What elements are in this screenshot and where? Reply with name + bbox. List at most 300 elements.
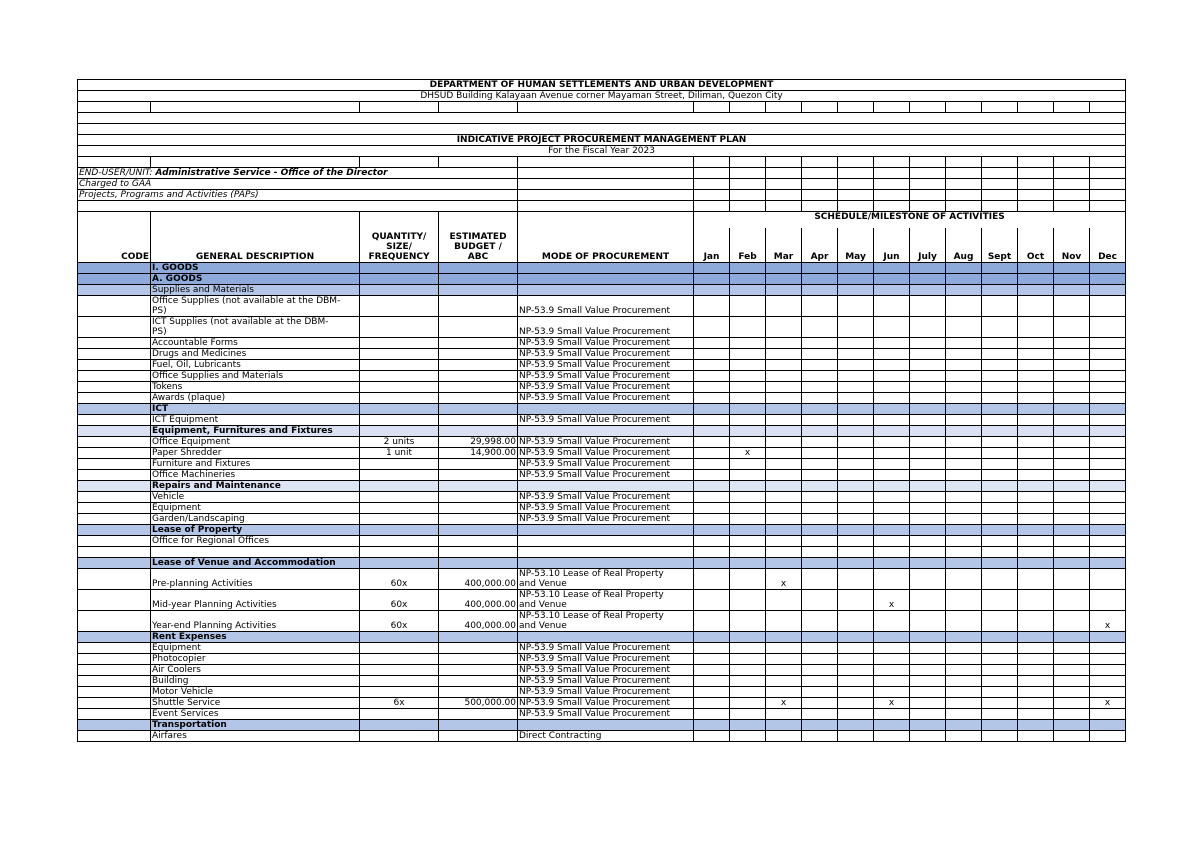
schedule-mark xyxy=(838,643,874,654)
empty-cell xyxy=(360,632,439,643)
schedule-mark xyxy=(802,611,838,632)
schedule-mark xyxy=(1054,317,1090,338)
schedule-mark xyxy=(1090,665,1126,676)
item-description: Garden/Landscaping xyxy=(151,514,360,525)
empty-cell xyxy=(518,632,694,643)
code-cell xyxy=(78,676,151,687)
item-quantity xyxy=(360,676,439,687)
table-row xyxy=(78,371,1126,382)
schedule-mark xyxy=(766,349,802,360)
schedule-mark xyxy=(838,514,874,525)
schedule-mark xyxy=(946,569,982,590)
schedule-mark xyxy=(730,371,766,382)
empty-cell xyxy=(766,558,802,569)
item-budget xyxy=(439,514,518,525)
item-description: Furniture and Fixtures xyxy=(151,459,360,470)
item-mode: NP-53.9 Small Value Procurement xyxy=(518,698,694,709)
schedule-mark xyxy=(694,470,730,481)
schedule-mark xyxy=(946,371,982,382)
code-cell xyxy=(78,590,151,611)
schedule-mark xyxy=(802,415,838,426)
code-cell xyxy=(78,611,151,632)
empty-cell xyxy=(946,274,982,285)
schedule-mark xyxy=(982,448,1018,459)
schedule-mark xyxy=(874,437,910,448)
item-budget xyxy=(439,393,518,404)
schedule-mark xyxy=(1090,503,1126,514)
agency-address: DHSUD Building Kalayaan Avenue corner Mayaman Street, Diliman, Quezon City xyxy=(78,91,1126,102)
empty-cell xyxy=(802,525,838,536)
item-quantity xyxy=(360,709,439,720)
table-row xyxy=(78,731,1126,742)
schedule-mark xyxy=(838,709,874,720)
item-quantity xyxy=(360,665,439,676)
schedule-mark xyxy=(766,492,802,503)
empty-cell xyxy=(838,404,874,415)
schedule-mark xyxy=(1054,654,1090,665)
schedule-mark xyxy=(910,349,946,360)
schedule-mark xyxy=(982,296,1018,317)
schedule-mark xyxy=(946,611,982,632)
code-cell xyxy=(78,632,151,643)
empty-cell xyxy=(766,426,802,437)
schedule-mark xyxy=(802,371,838,382)
col-quantity-l1: QUANTITY/ xyxy=(371,232,427,242)
schedule-mark xyxy=(1054,393,1090,404)
procurement-plan-table xyxy=(77,79,1126,742)
item-description: Year-end Planning Activities xyxy=(151,611,360,632)
schedule-mark xyxy=(838,492,874,503)
schedule-mark xyxy=(802,514,838,525)
item-quantity xyxy=(360,687,439,698)
schedule-mark xyxy=(802,448,838,459)
empty-cell xyxy=(982,285,1018,296)
schedule-mark xyxy=(1018,459,1054,470)
item-budget xyxy=(439,349,518,360)
item-mode: NP-53.9 Small Value Procurement xyxy=(518,514,694,525)
schedule-mark xyxy=(982,437,1018,448)
empty-cell xyxy=(518,274,694,285)
item-quantity: 2 units xyxy=(360,437,439,448)
empty-cell xyxy=(1090,274,1126,285)
schedule-mark xyxy=(730,709,766,720)
schedule-mark xyxy=(874,687,910,698)
code-cell xyxy=(78,274,151,285)
item-description: Photocopier xyxy=(151,654,360,665)
schedule-mark xyxy=(1018,676,1054,687)
empty-cell xyxy=(802,285,838,296)
schedule-mark xyxy=(730,296,766,317)
schedule-mark xyxy=(730,437,766,448)
schedule-mark xyxy=(766,643,802,654)
empty-cell xyxy=(982,274,1018,285)
table-row xyxy=(78,415,1126,426)
schedule-mark xyxy=(874,654,910,665)
schedule-mark xyxy=(694,611,730,632)
item-budget: 29,998.00 xyxy=(439,437,518,448)
empty-cell xyxy=(982,632,1018,643)
section-title: Rent Expenses xyxy=(151,632,360,643)
item-description: ICT Equipment xyxy=(151,415,360,426)
item-budget xyxy=(439,687,518,698)
col-month-may: May xyxy=(838,228,874,263)
schedule-mark xyxy=(694,317,730,338)
empty-cell xyxy=(518,525,694,536)
empty-cell xyxy=(694,525,730,536)
schedule-mark xyxy=(1090,371,1126,382)
empty-cell xyxy=(694,263,730,274)
schedule-mark xyxy=(838,448,874,459)
schedule-mark xyxy=(694,643,730,654)
empty-cell xyxy=(1090,525,1126,536)
schedule-mark xyxy=(1054,360,1090,371)
empty-cell xyxy=(910,274,946,285)
schedule-mark xyxy=(766,459,802,470)
empty-cell xyxy=(874,720,910,731)
item-description: Vehicle xyxy=(151,492,360,503)
schedule-mark xyxy=(1018,665,1054,676)
schedule-mark xyxy=(766,590,802,611)
schedule-mark xyxy=(1090,731,1126,742)
item-mode-line: and Venue xyxy=(519,579,567,589)
schedule-mark xyxy=(766,731,802,742)
col-budget-l2: BUDGET / xyxy=(454,242,502,252)
item-description: Paper Shredder xyxy=(151,448,360,459)
empty-cell xyxy=(982,558,1018,569)
item-budget xyxy=(439,547,518,558)
schedule-mark xyxy=(874,611,910,632)
end-user-value: Administrative Service - Office of the Director xyxy=(155,168,388,178)
table-row xyxy=(78,709,1126,720)
table-row xyxy=(78,698,1126,709)
item-mode: Direct Contracting xyxy=(518,731,694,742)
empty-cell xyxy=(1090,285,1126,296)
empty-cell xyxy=(766,285,802,296)
schedule-mark xyxy=(1018,590,1054,611)
item-mode: NP-53.9 Small Value Procurement xyxy=(518,415,694,426)
schedule-mark xyxy=(694,590,730,611)
schedule-mark xyxy=(838,665,874,676)
schedule-mark xyxy=(730,514,766,525)
empty-cell xyxy=(1018,481,1054,492)
schedule-mark xyxy=(982,415,1018,426)
schedule-mark xyxy=(766,296,802,317)
empty-cell xyxy=(838,426,874,437)
item-mode-line: NP-53.10 Lease of Real Property xyxy=(519,611,664,621)
schedule-mark xyxy=(838,503,874,514)
item-description: Awards (plaque) xyxy=(151,393,360,404)
item-description: Pre-planning Activities xyxy=(151,569,360,590)
empty-cell xyxy=(439,274,518,285)
code-cell xyxy=(78,459,151,470)
schedule-mark xyxy=(1090,448,1126,459)
schedule-mark: x xyxy=(730,448,766,459)
schedule-mark xyxy=(730,503,766,514)
schedule-mark xyxy=(946,415,982,426)
empty-cell xyxy=(982,426,1018,437)
col-month-july: July xyxy=(910,228,946,263)
item-mode: NP-53.9 Small Value Procurement xyxy=(518,437,694,448)
item-mode-line: and Venue xyxy=(519,600,567,610)
item-budget xyxy=(439,731,518,742)
schedule-mark xyxy=(766,676,802,687)
schedule-mark xyxy=(874,296,910,317)
schedule-mark xyxy=(1018,296,1054,317)
item-description: Mid-year Planning Activities xyxy=(151,590,360,611)
schedule-mark xyxy=(1090,360,1126,371)
empty-cell xyxy=(360,263,439,274)
schedule-mark xyxy=(838,393,874,404)
code-cell xyxy=(78,698,151,709)
empty-cell xyxy=(802,720,838,731)
schedule-mark xyxy=(766,371,802,382)
item-mode-line: NP-53.10 Lease of Real Property xyxy=(519,569,664,579)
empty-cell xyxy=(518,481,694,492)
item-budget xyxy=(439,492,518,503)
item-quantity: 6x xyxy=(360,698,439,709)
table-row xyxy=(78,470,1126,481)
item-mode-line: NP-53.10 Lease of Real Property xyxy=(519,590,664,600)
item-description xyxy=(151,296,360,317)
section-row xyxy=(78,285,1126,296)
code-cell xyxy=(78,437,151,448)
schedule-mark xyxy=(838,382,874,393)
schedule-mark xyxy=(982,569,1018,590)
schedule-mark xyxy=(874,415,910,426)
empty-cell xyxy=(874,481,910,492)
schedule-mark xyxy=(1018,317,1054,338)
empty-cell xyxy=(874,263,910,274)
empty-cell xyxy=(1054,525,1090,536)
schedule-mark: x xyxy=(1090,698,1126,709)
item-quantity xyxy=(360,360,439,371)
schedule-mark xyxy=(1054,731,1090,742)
empty-cell xyxy=(518,404,694,415)
schedule-mark xyxy=(1090,536,1126,547)
empty-cell xyxy=(1054,404,1090,415)
schedule-mark xyxy=(730,665,766,676)
schedule-mark xyxy=(730,360,766,371)
empty-cell xyxy=(946,404,982,415)
empty-cell xyxy=(946,481,982,492)
col-description: GENERAL DESCRIPTION xyxy=(151,212,360,263)
schedule-mark xyxy=(802,569,838,590)
schedule-mark xyxy=(694,437,730,448)
schedule-mark xyxy=(946,317,982,338)
item-quantity xyxy=(360,338,439,349)
table-row xyxy=(78,536,1126,547)
schedule-mark xyxy=(1090,547,1126,558)
schedule-mark xyxy=(802,470,838,481)
schedule-mark xyxy=(874,643,910,654)
empty-cell xyxy=(1018,274,1054,285)
schedule-mark xyxy=(730,611,766,632)
item-quantity xyxy=(360,643,439,654)
code-cell xyxy=(78,426,151,437)
empty-cell xyxy=(1018,558,1054,569)
empty-cell xyxy=(360,285,439,296)
schedule-mark xyxy=(802,698,838,709)
schedule-mark xyxy=(838,654,874,665)
schedule-mark xyxy=(982,492,1018,503)
schedule-mark xyxy=(874,569,910,590)
empty-cell xyxy=(874,285,910,296)
schedule-mark xyxy=(730,687,766,698)
item-description xyxy=(151,317,360,338)
item-budget xyxy=(439,654,518,665)
empty-cell xyxy=(982,263,1018,274)
item-quantity xyxy=(360,393,439,404)
schedule-mark xyxy=(766,470,802,481)
schedule-mark xyxy=(730,654,766,665)
schedule-mark xyxy=(874,731,910,742)
schedule-mark xyxy=(946,654,982,665)
item-mode: NP-53.9 Small Value Procurement xyxy=(518,687,694,698)
table-row xyxy=(78,393,1126,404)
schedule-mark xyxy=(910,643,946,654)
empty-cell xyxy=(694,720,730,731)
item-description: Air Coolers xyxy=(151,665,360,676)
schedule-mark xyxy=(982,687,1018,698)
schedule-mark xyxy=(1018,470,1054,481)
schedule-mark xyxy=(694,676,730,687)
schedule-mark xyxy=(766,393,802,404)
item-mode: NP-53.9 Small Value Procurement xyxy=(518,371,694,382)
table-row xyxy=(78,317,1126,338)
schedule-mark xyxy=(910,459,946,470)
section-row xyxy=(78,632,1126,643)
schedule-mark xyxy=(694,382,730,393)
empty-cell xyxy=(874,558,910,569)
schedule-mark xyxy=(1018,415,1054,426)
schedule-mark xyxy=(946,676,982,687)
empty-cell xyxy=(838,720,874,731)
code-cell xyxy=(78,665,151,676)
schedule-mark xyxy=(874,382,910,393)
plan-title: INDICATIVE PROJECT PROCUREMENT MANAGEMENT PLAN xyxy=(78,135,1126,146)
schedule-mark xyxy=(910,360,946,371)
empty-cell xyxy=(518,285,694,296)
empty-cell xyxy=(874,404,910,415)
item-quantity xyxy=(360,415,439,426)
table-row xyxy=(78,349,1126,360)
empty-cell xyxy=(694,285,730,296)
charged-to: Charged to GAA xyxy=(78,179,518,190)
empty-cell xyxy=(730,426,766,437)
schedule-mark xyxy=(802,393,838,404)
empty-cell xyxy=(946,525,982,536)
schedule-mark xyxy=(874,317,910,338)
schedule-mark xyxy=(874,393,910,404)
code-cell xyxy=(78,503,151,514)
item-mode xyxy=(518,611,694,632)
schedule-mark xyxy=(1054,547,1090,558)
empty-cell xyxy=(838,558,874,569)
empty-cell xyxy=(439,720,518,731)
item-budget xyxy=(439,371,518,382)
schedule-mark xyxy=(694,536,730,547)
empty-cell xyxy=(802,481,838,492)
schedule-mark xyxy=(1018,547,1054,558)
schedule-mark xyxy=(766,415,802,426)
section-row xyxy=(78,404,1126,415)
code-cell xyxy=(78,382,151,393)
code-cell xyxy=(78,643,151,654)
schedule-mark: x xyxy=(766,698,802,709)
empty-cell xyxy=(518,263,694,274)
empty-cell xyxy=(360,525,439,536)
schedule-mark xyxy=(910,569,946,590)
table-row xyxy=(78,437,1126,448)
empty-cell xyxy=(1090,263,1126,274)
schedule-mark xyxy=(730,415,766,426)
code-cell xyxy=(78,404,151,415)
code-cell xyxy=(78,514,151,525)
schedule-mark xyxy=(694,503,730,514)
item-description: Drugs and Medicines xyxy=(151,349,360,360)
code-cell xyxy=(78,296,151,317)
item-description: Shuttle Service xyxy=(151,698,360,709)
spacer-row xyxy=(78,124,1126,135)
item-budget xyxy=(439,415,518,426)
empty-cell xyxy=(982,404,1018,415)
schedule-mark xyxy=(802,590,838,611)
schedule-mark xyxy=(1054,338,1090,349)
schedule-mark xyxy=(730,470,766,481)
section-title: Repairs and Maintenance xyxy=(151,481,360,492)
schedule-mark xyxy=(694,296,730,317)
col-budget-l3: ABC xyxy=(467,252,489,262)
schedule-mark xyxy=(1018,687,1054,698)
col-month-dec: Dec xyxy=(1090,228,1126,263)
section-row xyxy=(78,426,1126,437)
schedule-mark xyxy=(838,371,874,382)
schedule-mark xyxy=(1018,503,1054,514)
schedule-mark xyxy=(802,731,838,742)
code-cell xyxy=(78,481,151,492)
item-description: Equipment xyxy=(151,643,360,654)
schedule-mark xyxy=(1090,590,1126,611)
item-description-line: ICT Supplies (not available at the DBM- xyxy=(152,317,329,327)
schedule-mark: x xyxy=(874,698,910,709)
schedule-mark xyxy=(730,349,766,360)
schedule-mark xyxy=(946,547,982,558)
schedule-mark xyxy=(838,338,874,349)
item-budget: 14,900.00 xyxy=(439,448,518,459)
schedule-mark xyxy=(910,393,946,404)
empty-cell xyxy=(982,720,1018,731)
schedule-mark xyxy=(694,349,730,360)
schedule-mark xyxy=(730,643,766,654)
code-cell xyxy=(78,536,151,547)
empty-cell xyxy=(766,481,802,492)
item-mode: NP-53.9 Small Value Procurement xyxy=(518,382,694,393)
schedule-mark xyxy=(1018,611,1054,632)
col-quantity xyxy=(360,212,439,263)
schedule-mark xyxy=(1018,698,1054,709)
schedule-mark xyxy=(946,503,982,514)
schedule-mark xyxy=(910,698,946,709)
empty-cell xyxy=(838,525,874,536)
col-quantity-l3: FREQUENCY xyxy=(368,252,430,262)
empty-cell xyxy=(730,720,766,731)
schedule-mark xyxy=(910,590,946,611)
schedule-mark xyxy=(874,371,910,382)
schedule-mark xyxy=(910,317,946,338)
item-budget: 400,000.00 xyxy=(439,590,518,611)
schedule-mark xyxy=(1054,514,1090,525)
item-mode: NP-53.9 Small Value Procurement xyxy=(518,709,694,720)
